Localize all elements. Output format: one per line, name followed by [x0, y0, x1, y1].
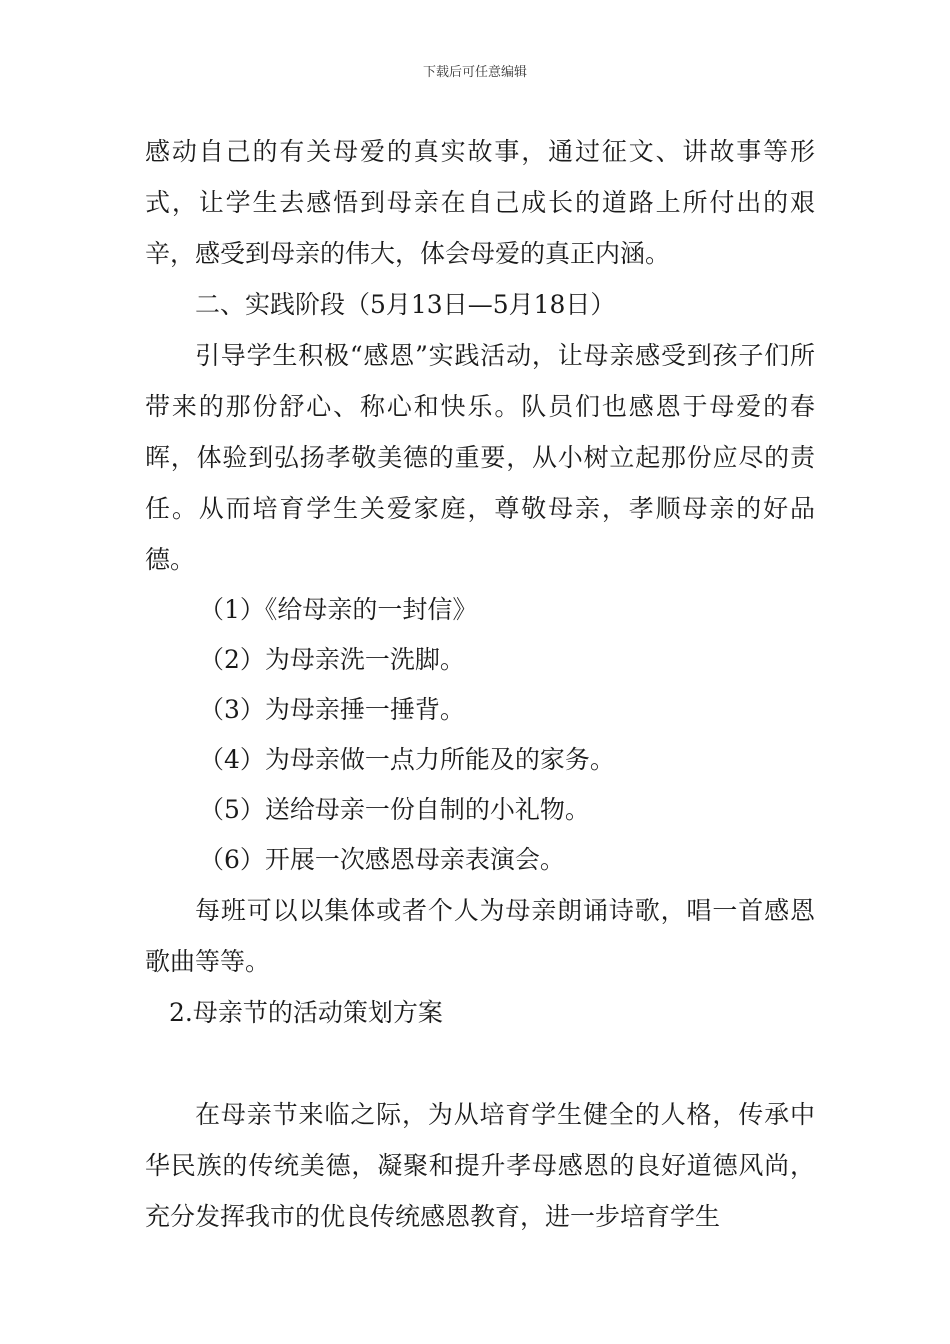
- paragraph-class-activity: 每班可以以集体或者个人为母亲朗诵诗歌，唱一首感恩歌曲等等。: [145, 896, 815, 976]
- list-item: （5）送给母亲一份自制的小礼物。: [199, 795, 590, 824]
- paragraph-practice-intro: 引导学生积极“感恩”实践活动，让母亲感受到孩子们所带来的那份舒心、称心和快乐。队员们也感恩于母爱的春晖，体验到弘扬孝敬美德的重要，从小树立起那份应尽的责任。从而培育学生关爱家庭，尊敬母亲，孝顺母亲的好品德。: [145, 341, 815, 574]
- blank-spacer: [145, 1038, 815, 1089]
- list-item: （2）为母亲洗一洗脚。: [199, 645, 465, 674]
- section-title-practice-stage: 二、实践阶段（5月13日—5月18日）: [195, 290, 616, 319]
- list-item: （4）为母亲做一点力所能及的家务。: [199, 745, 615, 774]
- document-body: [145, 126, 815, 1242]
- list-item: （1）《给母亲的一封信》: [199, 595, 478, 624]
- section-heading-plan: 2.母亲节的活动策划方案: [169, 998, 443, 1027]
- paragraph-plan-intro: 在母亲节来临之际，为从培育学生健全的人格，传承中华民族的传统美德，凝聚和提升孝母感恩的良好道德风尚，充分发挥我市的优良传统感恩教育，进一步培育学生: [145, 1100, 815, 1231]
- paragraph-continued: 感动自己的有关母爱的真实故事，通过征文、讲故事等形式，让学生去感悟到母亲在自己成长的道路上所付出的艰辛，感受到母亲的伟大，体会母爱的真正内涵。: [145, 137, 815, 268]
- page-header: 下载后可任意编辑: [422, 65, 527, 80]
- list-item: （6）开展一次感恩母亲表演会。: [199, 845, 565, 874]
- list-item: （3）为母亲捶一捶背。: [199, 695, 465, 724]
